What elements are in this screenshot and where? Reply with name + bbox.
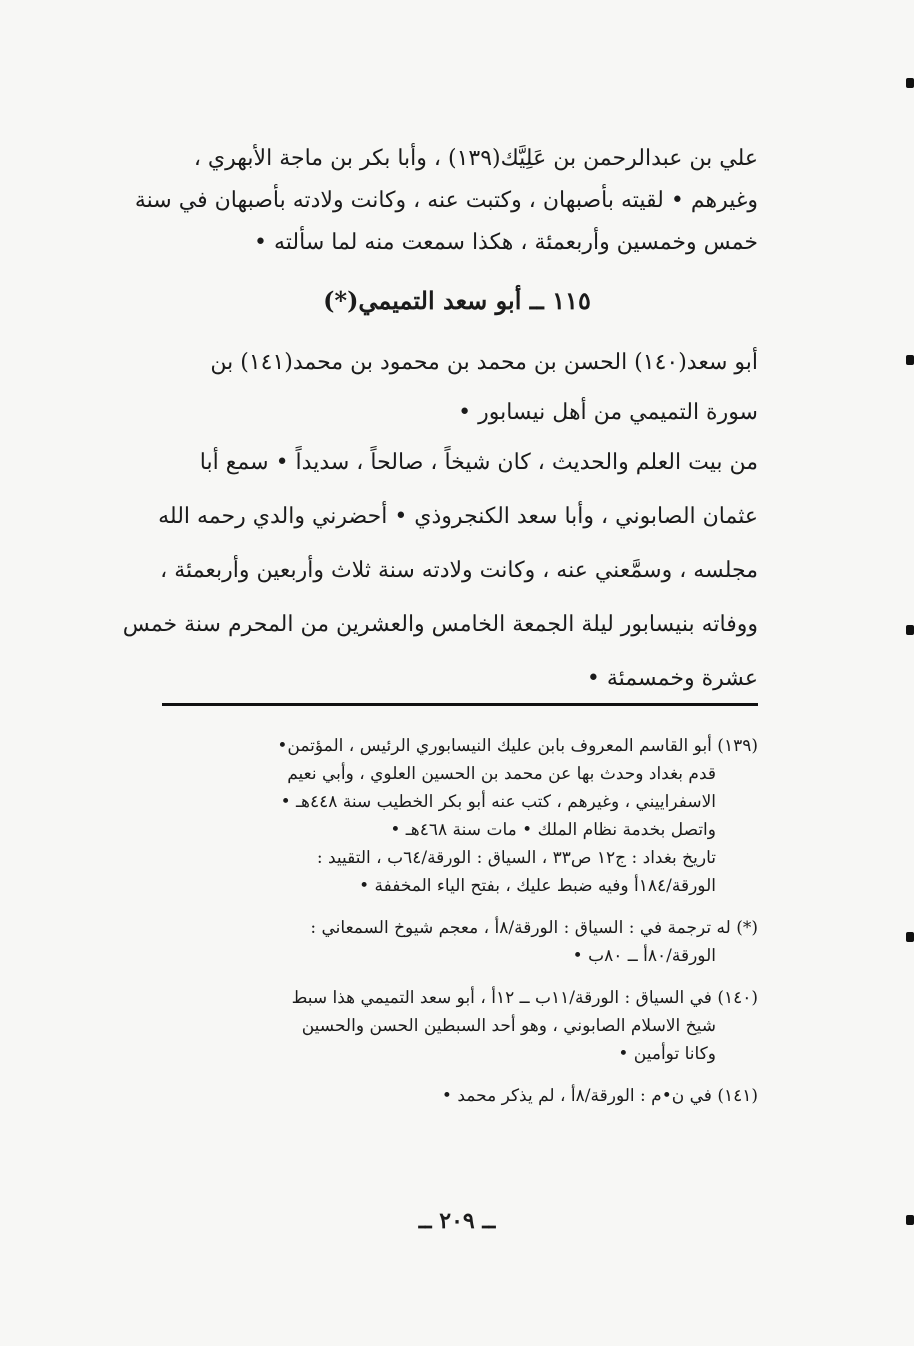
page-number: ــ ٢٠٩ ــ [418, 1208, 496, 1234]
footnote-line: قدم بغداد وحدث بها عن محمد بن الحسين العلوي ، وأبي نعيم [287, 764, 716, 784]
footnotes [110, 732, 758, 1124]
bio-paragraph-1 [110, 338, 758, 438]
top-paragraph [110, 138, 758, 264]
footnote-139 [110, 732, 758, 900]
text-line: أبو سعد(١٤٠) الحسن بن محمد بن محمود بن محمد(١٤١) بن [210, 350, 758, 375]
footnote-line: تاريخ بغداد : ج١٢ ص٣٣ ، السياق : الورقة/٦٤ب ، التقييد : [316, 848, 716, 868]
footnote-141 [110, 1082, 758, 1110]
footnote-line: وكانا توأمين • [618, 1044, 716, 1064]
entry-title: ١١٥ ــ أبو سعد التميمي(*) [323, 286, 591, 315]
scan-mark [906, 1215, 914, 1225]
text-line: علي بن عبدالرحمن بن عَلِيَّك(١٣٩) ، وأبا بكر بن ماجة الأبهري ، [193, 146, 758, 171]
text-line: مجلسه ، وسمَّعني عنه ، وكانت ولادته سنة ثلاث وأربعين وأربعمئة ، [160, 558, 758, 583]
footnote-line: شيخ الاسلام الصابوني ، وهو أحد السبطين الحسن والحسين [301, 1016, 716, 1036]
footnote-line: الاسفراييني ، وغيرهم ، كتب عنه أبو بكر الخطيب سنة ٤٤٨هـ • [280, 792, 716, 812]
footnote-line: (١٣٩) أبو القاسم المعروف بابن عليك النيسابوري الرئيس ، المؤتمن• [277, 736, 758, 756]
scan-mark [906, 932, 914, 942]
text-line: من بيت العلم والحديث ، كان شيخاً ، صالحاً ، سديداً • سمع أبا [199, 450, 758, 475]
text-line: سورة التميمي من أهل نيسابور • [458, 400, 758, 425]
scan-mark [906, 78, 914, 88]
text-line: خمس وخمسين وأربعمئة ، هكذا سمعت منه لما سألته • [254, 230, 758, 255]
footnote-line: الورقة/٨٠أ ــ ٨٠ب • [572, 946, 716, 966]
scan-mark [906, 625, 914, 635]
footnote-star [110, 914, 758, 970]
text-line: عثمان الصابوني ، وأبا سعد الكنجروذي • أحضرني والدي رحمه الله [158, 504, 758, 529]
scan-mark [906, 355, 914, 365]
text-line: عشرة وخمسمئة • [586, 666, 758, 691]
footnote-140 [110, 984, 758, 1068]
bio-paragraph-2 [110, 436, 758, 706]
text-line: ووفاته بنيسابور ليلة الجمعة الخامس والعشرين من المحرم سنة خمس [122, 612, 758, 637]
footnote-separator [162, 703, 758, 706]
footnote-line: (*) له ترجمة في : السياق : الورقة/٨أ ، معجم شيوخ السمعاني : [310, 918, 758, 938]
footnote-line: (١٤١) في ن•م : الورقة/٨أ ، لم يذكر محمد • [441, 1086, 758, 1106]
footnote-line: الورقة/١٨٤أ وفيه ضبط عليك ، بفتح الياء المخففة • [359, 876, 716, 896]
text-line: وغيرهم • لقيته بأصبهان ، وكتبت عنه ، وكانت ولادته بأصبهان في سنة [134, 188, 758, 213]
footnote-line: واتصل بخدمة نظام الملك • مات سنة ٤٦٨هـ • [390, 820, 716, 840]
footnote-line: (١٤٠) في السياق : الورقة/١١ب ــ ١٢أ ، أبو سعد التميمي هذا سبط [291, 988, 758, 1008]
